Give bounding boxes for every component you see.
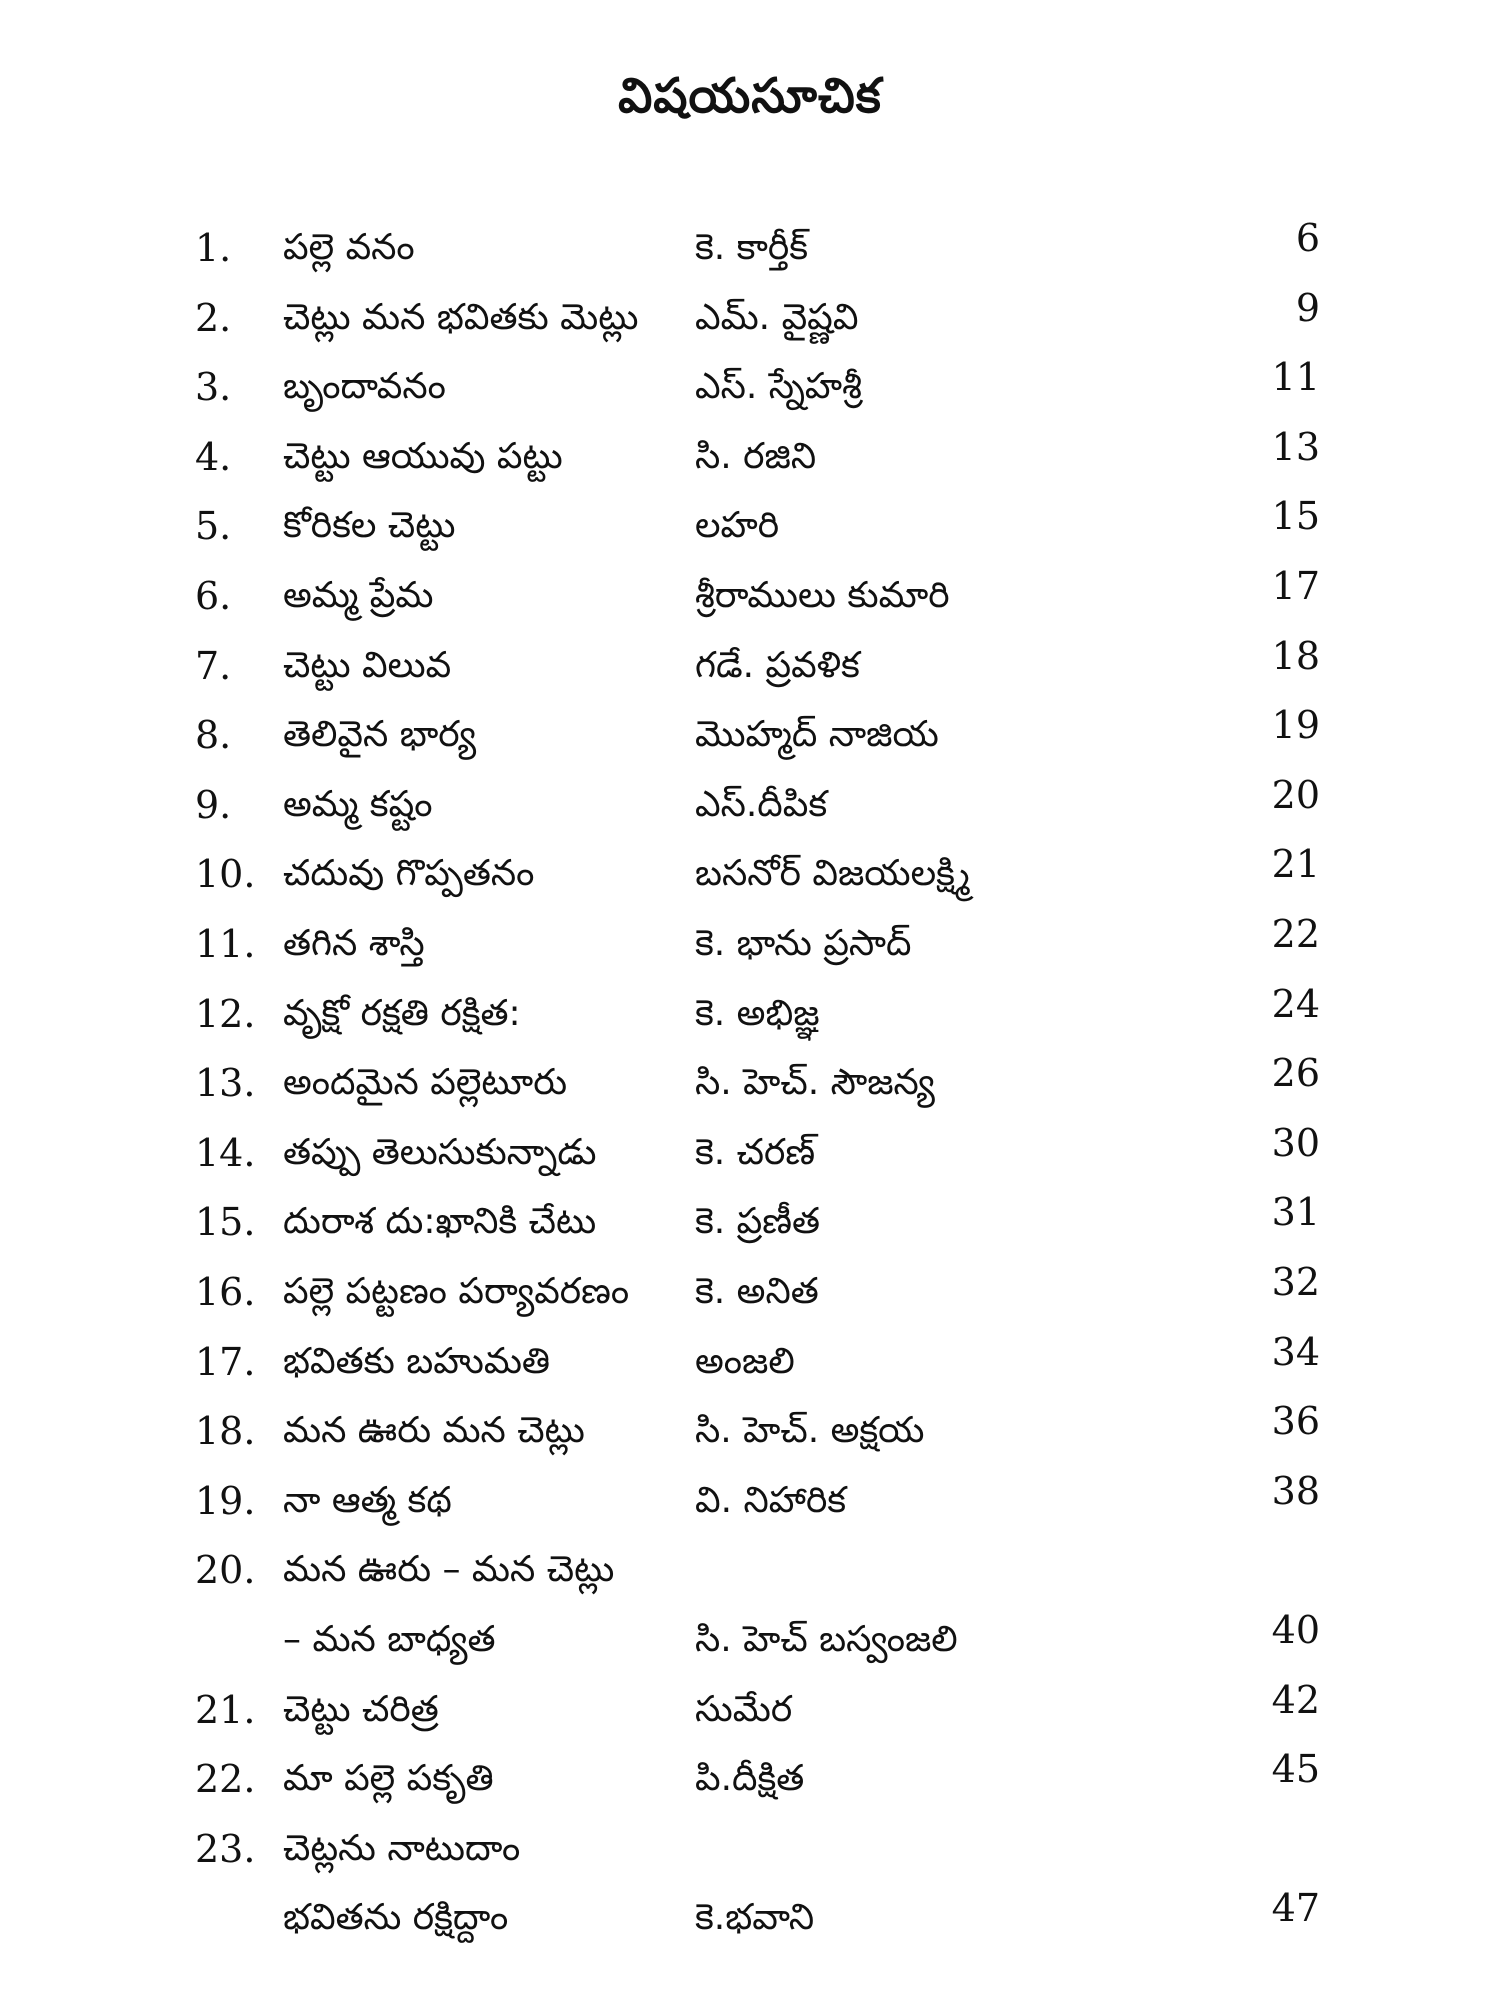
toc-entry: [0, 775, 1500, 835]
toc-entry-number: 13.: [195, 1061, 256, 1105]
toc-entry-number: 17.: [195, 1340, 256, 1384]
toc-entry-title: తెలివైన భార్య: [283, 714, 477, 755]
toc-entry-number: 20.: [195, 1548, 256, 1592]
toc-entry-number: 1.: [195, 226, 232, 270]
toc-entry-title: దురాశ దు:ఖానికి చేటు: [283, 1201, 597, 1242]
toc-entry: [0, 1262, 1500, 1322]
toc-entry: [0, 1471, 1500, 1531]
toc-entry-page: 24: [1271, 982, 1320, 1026]
toc-entry: [0, 1192, 1500, 1252]
toc-entry-author: కె. కార్తీక్: [695, 227, 809, 268]
toc-entry-author: ఎమ్. వైష్ణవి: [695, 297, 859, 338]
toc-entry-author: శ్రీరాములు కుమారి: [695, 575, 950, 616]
toc-entry: [0, 1888, 1500, 1948]
toc-entry-number: 8.: [195, 713, 232, 757]
toc-entry-author: కె. చరణ్: [695, 1132, 816, 1173]
toc-entry-page: 38: [1271, 1469, 1320, 1513]
toc-entry-number: 6.: [195, 574, 232, 618]
toc-entry-page: 32: [1271, 1260, 1320, 1304]
toc-entry-page: 47: [1271, 1886, 1320, 1930]
toc-entry-page: 22: [1271, 912, 1320, 956]
toc-entry: [0, 1401, 1500, 1461]
toc-entry: [0, 636, 1500, 696]
toc-entry-number: 4.: [195, 435, 232, 479]
toc-entry-number: 3.: [195, 365, 232, 409]
toc-entry-number: 15.: [195, 1200, 256, 1244]
toc-entry-number: 23.: [195, 1827, 256, 1871]
toc-entry-page: 34: [1271, 1330, 1320, 1374]
toc-entry-page: 9: [1295, 286, 1320, 330]
toc-entry-author: కె. అనిత: [695, 1271, 819, 1312]
toc-entry-author: అంజలి: [695, 1341, 795, 1382]
toc-entry-page: 26: [1271, 1051, 1320, 1095]
toc-entry-page: 45: [1271, 1747, 1320, 1791]
toc-entry-title: పల్లె పట్టణం పర్యావరణం: [283, 1271, 630, 1312]
toc-entry-number: 14.: [195, 1131, 256, 1175]
toc-entry-author: వి. నిహారిక: [695, 1480, 847, 1521]
toc-entry-author: గడే. ప్రవళిక: [695, 645, 860, 686]
toc-entry-author: ఎస్. స్నేహశ్రీ: [695, 366, 862, 407]
toc-entry-title: భవితను రక్షిద్దాం: [283, 1897, 509, 1938]
toc-entry: [0, 357, 1500, 417]
toc-entry-title: వృక్షో రక్షతి రక్షిత:: [283, 993, 521, 1034]
toc-entry: [0, 1540, 1500, 1600]
toc-entry: [0, 1749, 1500, 1809]
toc-entry: [0, 1053, 1500, 1113]
toc-entry-title: పల్లె వనం: [283, 227, 415, 268]
toc-entry-author: ఎస్.దీపిక: [695, 784, 828, 825]
toc-entry-title: చెట్లు మన భవితకు మెట్లు: [283, 297, 639, 338]
toc-entry-title: కోరికల చెట్టు: [283, 505, 456, 546]
toc-entry-number: 18.: [195, 1409, 256, 1453]
toc-entry-page: 21: [1271, 842, 1320, 886]
toc-entry-title: భవితకు బహుమతి: [283, 1341, 551, 1382]
toc-entry-author: సి. రజిని: [695, 436, 817, 477]
toc-entry: [0, 705, 1500, 765]
toc-entry-author: కె. ప్రణీత: [695, 1201, 821, 1242]
toc-entry-author: కె.భవాని: [695, 1897, 815, 1938]
toc-entry-title: మన ఊరు మన చెట్లు: [283, 1410, 585, 1451]
toc-entry-author: సుమేర: [695, 1689, 793, 1730]
toc-entry-title: చెట్టు ఆయువు పట్టు: [283, 436, 563, 477]
toc-entry-page: 36: [1271, 1399, 1320, 1443]
toc-entry-title: అందమైన పల్లెటూరు: [283, 1062, 568, 1103]
toc-entry-title: తగిన శాస్తి: [283, 923, 425, 964]
toc-entry: [0, 288, 1500, 348]
toc-entry: [0, 218, 1500, 278]
toc-entry: [0, 1123, 1500, 1183]
toc-entry-page: 6: [1295, 216, 1320, 260]
toc-entry-page: 13: [1271, 425, 1320, 469]
toc-entry: [0, 1680, 1500, 1740]
page-title: విషయసూచిక: [618, 68, 882, 124]
toc-entry-page: 19: [1271, 703, 1320, 747]
toc-entry-page: 18: [1271, 634, 1320, 678]
toc-entry: [0, 914, 1500, 974]
toc-entry-title: అమ్మ కష్టం: [283, 784, 433, 825]
toc-entry-number: 7.: [195, 644, 232, 688]
toc-entry-author: సి. హెచ్. అక్షయ: [695, 1410, 925, 1451]
toc-entry: [0, 984, 1500, 1044]
toc-entry-title: అమ్మ ప్రేమ: [283, 575, 434, 616]
toc-entry-author: కె. అభిజ్ఞ: [695, 993, 820, 1034]
toc-entry: [0, 1819, 1500, 1879]
toc-entry-title: చెట్టు విలువ: [283, 645, 452, 686]
toc-entry-page: 42: [1271, 1678, 1320, 1722]
toc-entry-title: చెట్లను నాటుదాం: [283, 1828, 521, 1869]
toc-entry-page: 20: [1271, 773, 1320, 817]
toc-entry-number: 10.: [195, 852, 256, 896]
toc-entry-number: 21.: [195, 1688, 256, 1732]
toc-entry-author: పి.దీక్షిత: [695, 1758, 805, 1799]
toc-entry: [0, 1332, 1500, 1392]
toc-entry: [0, 1610, 1500, 1670]
toc-entry-title: చదువు గొప్పతనం: [283, 853, 535, 894]
toc-entry-title: – మన బాధ్యత: [283, 1619, 496, 1660]
toc-entry-page: 31: [1271, 1190, 1320, 1234]
toc-entry-author: లహరి: [695, 505, 780, 546]
toc-entry-number: 16.: [195, 1270, 256, 1314]
toc-entry-number: 2.: [195, 296, 232, 340]
toc-entry: [0, 844, 1500, 904]
toc-entry-page: 40: [1271, 1608, 1320, 1652]
toc-entry-number: 22.: [195, 1757, 256, 1801]
toc-entry-number: 12.: [195, 992, 256, 1036]
toc-entry-title: బృందావనం: [283, 366, 446, 407]
toc-entry: [0, 566, 1500, 626]
toc-entry-title: చెట్టు చరిత్ర: [283, 1689, 439, 1730]
toc-entry-author: సి. హెచ్. సౌజన్య: [695, 1062, 935, 1103]
toc-entry-page: 11: [1271, 355, 1320, 399]
toc-entry-author: సి. హెచ్ బస్వంజలి: [695, 1619, 958, 1660]
toc-entry-number: 5.: [195, 504, 232, 548]
toc-entry-number: 11.: [195, 922, 256, 966]
toc-entry: [0, 496, 1500, 556]
toc-entry-page: 30: [1271, 1121, 1320, 1165]
toc-entry-page: 15: [1271, 494, 1320, 538]
toc-entry-title: మా పల్లె పకృతి: [283, 1758, 494, 1799]
toc-entry-author: మొహ్మద్ నాజియ: [695, 714, 939, 755]
toc-entry-page: 17: [1271, 564, 1320, 608]
toc-entry-number: 19.: [195, 1479, 256, 1523]
toc-entry-title: నా ఆత్మ కథ: [283, 1480, 452, 1521]
toc-entry-author: బసనోర్ విజయలక్ష్మి: [695, 853, 971, 894]
toc-entry-author: కె. భాను ప్రసాద్: [695, 923, 912, 964]
toc-entry-title: మన ఊరు – మన చెట్లు: [283, 1549, 615, 1590]
toc-entry: [0, 427, 1500, 487]
toc-entry-number: 9.: [195, 783, 232, 827]
toc-entry-title: తప్పు తెలుసుకున్నాడు: [283, 1132, 597, 1173]
